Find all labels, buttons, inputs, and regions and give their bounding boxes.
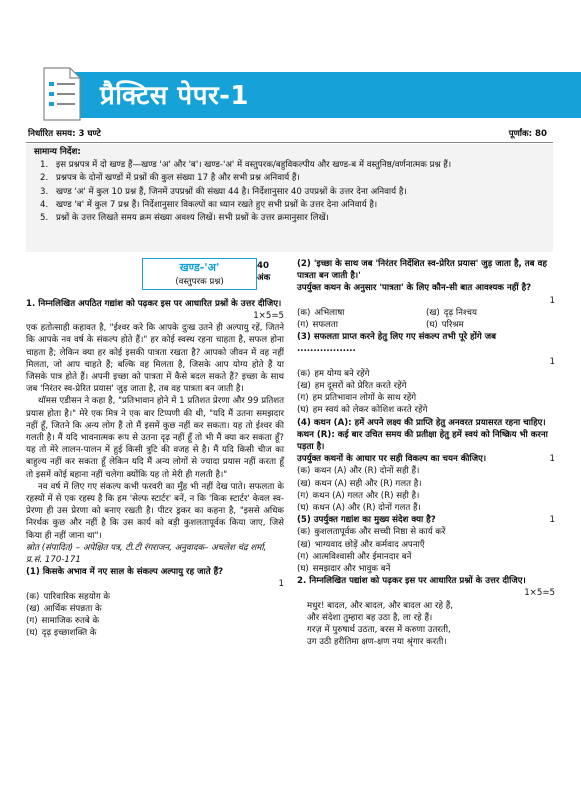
option-kha[interactable]: (ख) कथन (A) सही और (R) गलत है।: [297, 478, 422, 489]
instruction-item: 1. इस प्रश्नपत्र में दो खण्ड हैं—खण्ड 'अ' और 'ब'। खण्ड-'अ' में वस्तुपरक/बहुविकल्पीय और खण्ड-ब में वस्तुनिष्ठ/वर्णनात्मक प्रश्न हैं।: [40, 160, 452, 171]
question-3-stem: (3) सफलता प्राप्त करने हेतु लिए गए संकल्प तभी पूरे होंगे जब ..................: [297, 332, 496, 355]
poem-line: उग उठी हरीतिमा क्षण-क्षण नया श्रृंगार करती।: [307, 637, 447, 648]
passage-paragraph-3: नव वर्ष में लिए गए संकल्प कभी फरवरी का मुँह भी नहीं देख पाते। सफलता के रहस्यों में से एक रहस्य है कि हम 'सेल्फ स्टार्टर' बनें, न कि 'किक स्टार्टर' केवल स्व-प्रेरणा ही उस प्रेरणा को बनाए रखती है। पीटर ड्रकर का कहना है, "इससे अधिक निरर्थक कुछ और नहीं है कि उस कार्य को बड़ी कुशलतापूर्वक किया जाए, जिसे किया ही नहीं जाना था"।: [26, 481, 284, 541]
question-2-stem: (2) 'इच्छा के साथ जब 'निरंतर निर्देशित स्व-प्रेरित प्रयास' जुड़ जाता है, तब वह पात्रता बन जाती है।': [297, 259, 547, 282]
option-gha[interactable]: (घ) कथन (A) और (R) दोनों गलत हैं।: [297, 503, 421, 514]
page-title: प्रैक्टिस पेपर-1: [100, 81, 249, 111]
section-title: खण्ड-'अ': [179, 261, 220, 274]
question-1-1-marks: 1: [278, 579, 284, 590]
question-5-marks: 1: [549, 515, 555, 526]
question-1-heading: 1. निम्नलिखित अपठित गद्यांश को पढ़कर इस पर आधारित प्रश्नों के उत्तर दीजिए।: [26, 298, 282, 309]
question-2-section-marks: 1×5=5: [524, 588, 555, 599]
option-ka[interactable]: (क) पारिवारिक सहयोग के: [26, 591, 110, 602]
poem-line: मधुर! बादल, और बादल, और बादल आ रहे हैं,: [307, 600, 454, 611]
option-ka[interactable]: (क) कथन (A) और (R) दोनों सही हैं।: [297, 466, 420, 477]
document-icon: [30, 58, 90, 128]
option-kha[interactable]: (ख) हम दूसरों को प्रेरित करते रहेंगे: [297, 381, 407, 392]
instruction-item: 5. प्रश्नों के उत्तर लिखते समय क्रम संख्या अवश्य लिखें। सभी प्रश्नों के उत्तर क्रमानुसार लिखें।: [40, 213, 329, 224]
question-3-marks: 1: [549, 356, 555, 367]
time-label: निर्धारित समय: 3 घण्टे: [28, 129, 101, 139]
passage-source: स्रोत (संपादित) – अपेक्षित पत्र, टी.टी रंगराजन, अनुवादक– अचलेश चंद्र शर्मा, प्र.सं. 170-171: [26, 542, 267, 566]
question-5-row: [297, 514, 555, 526]
section-marks: 40 अंक: [257, 261, 271, 284]
option-ga[interactable]: (ग) कथन (A) गलत और (R) सही है।: [297, 490, 420, 501]
option-kha[interactable]: (ख) दृढ़ निश्चय: [426, 307, 477, 318]
page-header: [0, 0, 581, 132]
instruction-item: 3. खण्ड 'अ' में कुल 10 प्रश्न हैं, जिनमें उपप्रश्नों की संख्या 44 है। निर्देशानुसार 40 उपप्रश्नों के उत्तर देना अनिवार्य है।: [40, 186, 407, 197]
option-ga[interactable]: (ग) हम प्रतिभावान लोगों के साथ रहेंगे: [297, 393, 417, 404]
marks-label: पूर्णांक: 80: [508, 129, 547, 139]
instruction-item: 4. खण्ड 'ब' में कुल 7 प्रश्न हैं। निर्देशानुसार विकल्पों का ध्यान रखते हुए सभी प्रश्नों के उत्तर देना अनिवार्य है।: [40, 199, 378, 210]
divider: [26, 142, 553, 143]
option-ga[interactable]: (ग) सफलता: [297, 320, 338, 331]
passage-paragraph-2: थॉमस एडीसन ने कहा है, "प्रतिभावान होने में 1 प्रतिशत प्रेरणा और 99 प्रतिशत प्रयास होता है।" मेरे एक मित्र ने एक बार टिप्पणी की थी, "यदि मैं उतना समझदार नहीं हूँ, जितने कि अन्य लोग हैं तो मैं इसमें कुछ नहीं कर सकता। यह तो ईश्वर की गलती है। मैं यदि भावनात्मक रूप से उतना दृढ़ नहीं हूँ तो भी मैं क्या कर सकता हूँ? यह तो मेरे लालन-पालन में हुई किसी त्रुटि की वजह से है। मैं यदि किसी चीज का बाहुल्य नहीं कर सकता हूँ लेकिन यदि मैं अन्य लोगों से ज्यादा प्रयास नहीं करता हूँ तो इसमें कोई बहाना नहीं चलेगा क्योंकि यह तो मेरी ही गलती है।": [26, 396, 284, 480]
option-kha[interactable]: (ख) भाग्यवाद छोड़ें और कर्मवाद अपनाएँ: [297, 539, 425, 550]
question-4-reason: कथन (R): कई बार उचित समय की प्रतीक्षा हेतु हमें स्वयं को निष्क्रिय भी करना पड़ता है।: [297, 429, 548, 453]
question-2-section-heading: 2. निम्नलिखित पद्यांश को पढ़कर इस पर आधारित प्रश्नों के उत्तर दीजिए।: [297, 576, 526, 587]
option-ka[interactable]: (क) हम योग्य बने रहेंगे: [297, 368, 370, 379]
option-gha[interactable]: (घ) परिश्रम: [426, 320, 464, 331]
general-instructions: [26, 144, 553, 252]
section-box: [142, 258, 257, 290]
option-ga[interactable]: (ग) आत्मविश्वासी और ईमानदार बनें: [297, 551, 412, 562]
poem-line: और संदेशा तुम्हारा बह उठा है, ला रहे हैं।: [307, 612, 433, 623]
question-4-marks: 1: [549, 454, 555, 465]
question-4-stem: (4) कथन (A): हमें अपने लक्ष्य की प्राप्ति हेतु अनवरत प्रयासरत रहना चाहिए।: [297, 417, 546, 428]
question-5-stem: (5) उपर्युक्त गद्यांश का मुख्य संदेश क्या है?: [297, 515, 436, 526]
option-gha[interactable]: (घ) समझदार और भावुक बनें: [297, 564, 391, 575]
option-kha[interactable]: (ख) आर्थिक संपन्नता के: [26, 603, 102, 614]
option-ka[interactable]: (क) अभिलाषा: [297, 307, 345, 318]
option-ga[interactable]: (ग) सामाजिक रुतबे के: [26, 616, 100, 627]
instruction-item: 2. प्रश्नपत्र के दोनों खण्डों में प्रश्नों की कुल संख्या 17 है और सभी प्रश्न अनिवार्य हैं।: [40, 173, 300, 184]
question-1-marks: 1×5=5: [253, 311, 284, 322]
section-subtitle: (वस्तुपरक प्रश्न): [175, 276, 224, 287]
passage-paragraph-1: एक हतोत्साही कहावत है, "ईश्वर करे कि आपके दुःख उतने ही अल्पायु रहें, जितने कि आपके नव वर्ष के संकल्प होते हैं।" हर कोई स्वस्थ रहना चाहता है, सफल होना चाहता है; लेकिन क्या हर कोई इसकी पात्रता रखता है? आपको जीवन में वह नहीं मिलता, जो आप चाहते हैं; बल्कि वह मिलता है, जिसके आप योग्य होते हैं या जिसके पात्र होते हैं। अपनी इच्छा को पात्रता में कैसे बदल सकते हैं? इच्छा के साथ जब 'निरंतर स्व-प्रेरित प्रयास' जुड़ जाता है, तब वह पात्रता बन जाती है।: [26, 323, 284, 395]
question-1-1: (1) किसके अभाव में नए साल के संकल्प अल्पायु रह जाते हैं?: [26, 567, 224, 578]
right-column: [297, 258, 555, 649]
instructions-list: [34, 159, 545, 224]
poem-line: गरज़ में पुरुषार्थ उठता, बरस में करुणा उतरती,: [307, 625, 451, 636]
question-4-ask: उपर्युक्त कथनों के आधार पर सही विकल्प का चयन कीजिए।: [297, 454, 487, 465]
option-ka[interactable]: (क) कुशलतापूर्वक और सच्ची निष्ठा से कार्य करें: [297, 527, 446, 538]
question-4-ask-row: [297, 453, 555, 465]
question-2-ask: उपर्युक्त कथन के अनुसार 'पात्रता' के लिए कौन-सी बात आवश्यक नहीं है?: [297, 283, 532, 294]
section-header: [26, 258, 284, 290]
poem: [297, 600, 555, 649]
left-column: [26, 258, 284, 640]
question-2-marks: 1: [549, 295, 555, 306]
option-gha[interactable]: (घ) दृढ़ इच्छाशक्ति के: [26, 628, 97, 639]
instructions-heading: सामान्य निर्देश:: [34, 147, 81, 157]
question-2-options: [297, 307, 555, 331]
option-gha[interactable]: (घ) हम स्वयं को लेकर कोशिश करते रहेंगे: [297, 405, 428, 416]
